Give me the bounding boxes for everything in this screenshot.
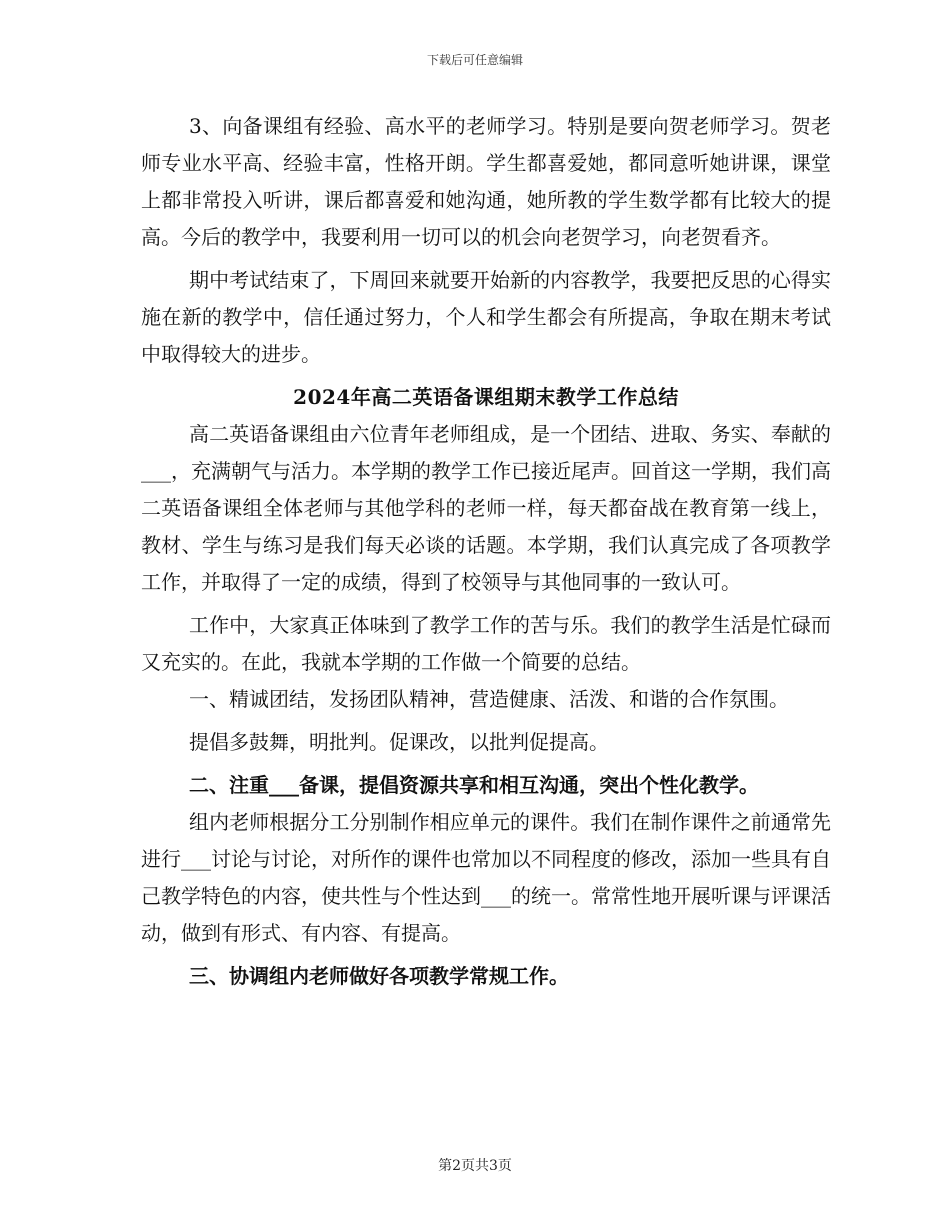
paragraph-learn-from-teacher: 3、向备课组有经验、高水平的老师学习。特别是要向贺老师学习。贺老师专业水平高、经验丰富，性格开朗。学生都喜爱她，都同意听她讲课，课堂上都非常投入听讲，课后都喜爱和她沟通，她所教的学生数学都有比较大的提高。今后的教学中，我要利用一切可以的机会向老贺学习，向老贺看齐。 (141, 114, 831, 249)
paragraph-courseware: 组内老师根据分工分别制作相应单元的课件。我们在制作课件之前通常先进行___讨论与讨论，对所作的课件也常加以不同程度的修改，添加一些具有自己教学特色的内容，使共性与个性达到___的统一。常常性地开展听课与评课活动，做到有形式、有内容、有提高。 (141, 810, 831, 945)
document-body (141, 108, 831, 995)
paragraph-group-intro: 高二英语备课组由六位青年老师组成，是一个团结、进取、务实、奉献的___，充满朝气与活力。本学期的教学工作已接近尾声。回首这一学期，我们高二英语备课组全体老师与其他学科的老师一样，每天都奋战在教育第一线上，教材、学生与练习是我们每天必谈的话题。本学期，我们认真完成了各项教学工作，并取得了一定的成绩，得到了校领导与其他同事的一致认可。 (141, 422, 831, 594)
paragraph-work-summary: 工作中，大家真正体味到了教学工作的苦与乐。我们的教学生活是忙碌而又充实的。在此，我就本学期的工作做一个简要的总结。 (141, 613, 831, 674)
paragraph-encourage: 提倡多鼓舞，明批判。促课改，以批判促提高。 (189, 730, 609, 754)
document-title: 2024年高二英语备课组期末教学工作总结 (293, 385, 679, 409)
section-heading-3: 三、协调组内老师做好各项教学常规工作。 (189, 964, 569, 988)
section-heading-1: 一、精诚团结，发扬团队精神，营造健康、活泼、和谐的合作氛围。 (189, 687, 789, 711)
page-footer: 第2页共3页 (438, 1158, 512, 1174)
paragraph-midterm-reflection: 期中考试结束了，下周回来就要开始新的内容教学，我要把反思的心得实施在新的教学中，信任通过努力，个人和学生都会有所提高，争取在期末考试中取得较大的进步。 (141, 268, 831, 366)
page-header: 下载后可任意编辑 (426, 53, 523, 67)
section-heading-2: 二、注重___备课，提倡资源共享和相互沟通，突出个性化教学。 (189, 773, 759, 797)
